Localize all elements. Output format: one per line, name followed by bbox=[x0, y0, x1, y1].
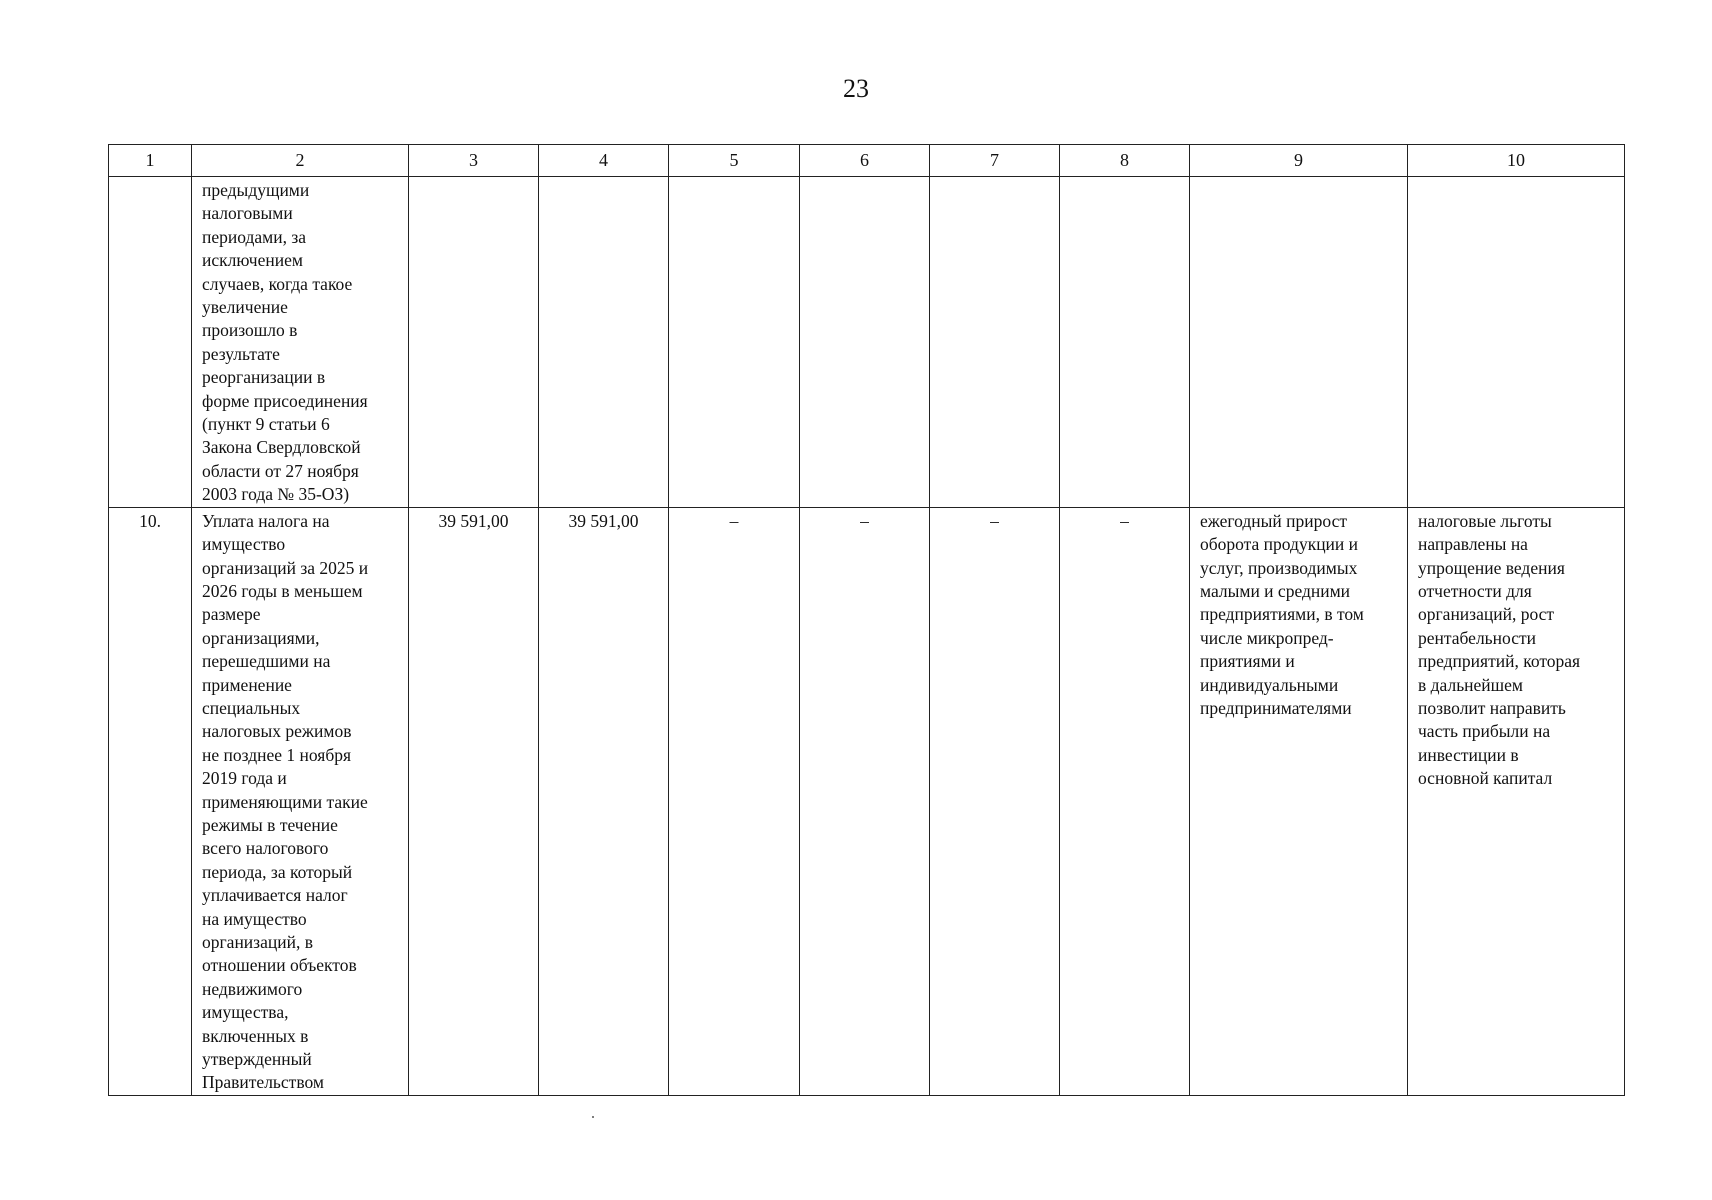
cell-col6 bbox=[800, 177, 930, 508]
column-header-4: 4 bbox=[539, 145, 669, 177]
cell-col7-dash: – bbox=[930, 507, 1060, 1095]
cell-col9 bbox=[1190, 177, 1408, 508]
column-header-8: 8 bbox=[1060, 145, 1190, 177]
cell-col3-amount: 39 591,00 bbox=[409, 507, 539, 1095]
row-number bbox=[109, 177, 192, 508]
cell-col8 bbox=[1060, 177, 1190, 508]
column-header-1: 1 bbox=[109, 145, 192, 177]
cell-col8-dash: – bbox=[1060, 507, 1190, 1095]
column-header-5: 5 bbox=[669, 145, 800, 177]
row-description: предыдущими налоговыми периодами, за исключением случаев, когда такое увеличение произошло в результате реорганизации в форме присоединения (пункт 9 статьи 6 Закона Свердловской области от 27 ноября 2003 года № 35-ОЗ) bbox=[192, 177, 409, 508]
cell-col6-dash: – bbox=[800, 507, 930, 1095]
cell-col5 bbox=[669, 177, 800, 508]
column-number-row bbox=[109, 145, 1625, 177]
column-header-2: 2 bbox=[192, 145, 409, 177]
cell-col10-assessment: налоговые льготы направлены на упрощение ведения отчетности для организаций, рост рентабельности предприятий, которая в дальнейшем позволит направить часть прибыли на инвестиции в основной капитал bbox=[1408, 507, 1625, 1095]
cell-col5-dash: – bbox=[669, 507, 800, 1095]
row-description: Уплата налога на имущество организаций за 2025 и 2026 годы в меньшем размере организациями, перешедшими на применение специальных налоговых режимов не позднее 1 ноября 2019 года и применяющими такие режимы в течение всего налогового периода, за который уплачивается налог на имущество организаций, в отношении объектов недвижимого имущества, включенных в утвержденный Правительством bbox=[192, 507, 409, 1095]
table-row bbox=[109, 177, 1625, 508]
tax-benefits-table bbox=[108, 144, 1625, 1096]
cell-col10 bbox=[1408, 177, 1625, 508]
page-number: 23 bbox=[843, 74, 869, 103]
column-header-7: 7 bbox=[930, 145, 1060, 177]
scan-artifact-dot bbox=[592, 1116, 594, 1118]
row-number: 10. bbox=[109, 507, 192, 1095]
cell-col3 bbox=[409, 177, 539, 508]
column-header-3: 3 bbox=[409, 145, 539, 177]
cell-col4 bbox=[539, 177, 669, 508]
table-row bbox=[109, 507, 1625, 1095]
column-header-10: 10 bbox=[1408, 145, 1625, 177]
cell-col7 bbox=[930, 177, 1060, 508]
cell-col9-indicator: ежегодный прирост оборота продукции и услуг, производимых малыми и средними предприятиями, в том числе микропред- приятиями и индивидуальными предпринимателями bbox=[1190, 507, 1408, 1095]
column-header-6: 6 bbox=[800, 145, 930, 177]
cell-col4-amount: 39 591,00 bbox=[539, 507, 669, 1095]
column-header-9: 9 bbox=[1190, 145, 1408, 177]
